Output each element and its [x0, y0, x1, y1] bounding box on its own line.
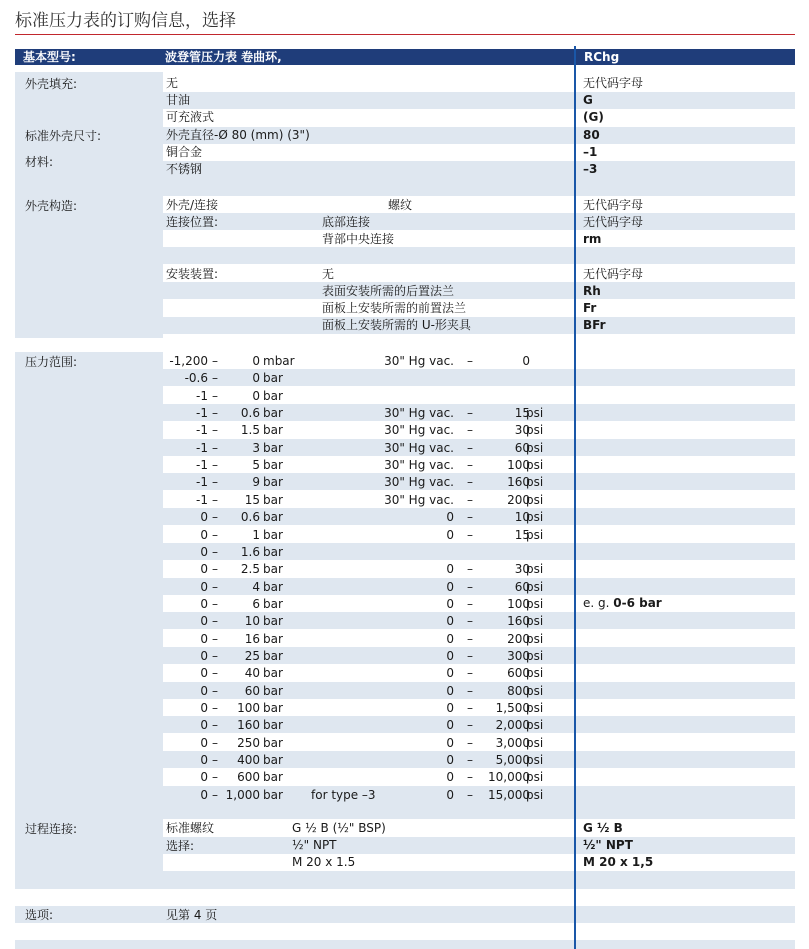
- pressure-unit: bar: [263, 579, 283, 594]
- pressure-range-example: [583, 596, 662, 611]
- pressure-unit: bar: [263, 735, 283, 750]
- band-options: [15, 906, 795, 923]
- mounting-option: 表面安装所需的后置法兰: [322, 284, 455, 298]
- pressure-dash2: –: [467, 666, 473, 681]
- pressure-unit: bar: [263, 562, 283, 577]
- pressure-from: 0: [200, 753, 208, 768]
- pressure-iunit: psi: [526, 648, 544, 663]
- pressure-to: 160: [237, 718, 260, 733]
- header-code: RChg: [584, 50, 620, 64]
- pressure-iunit: psi: [526, 787, 544, 802]
- example-code: 0-6 bar: [613, 596, 662, 610]
- pressure-ifrom: 0: [446, 631, 454, 646]
- pressure-unit: bar: [263, 631, 283, 646]
- pressure-dash1: –: [212, 701, 218, 715]
- pressure-to: 100: [237, 701, 260, 715]
- pressure-ito: 200: [507, 631, 530, 646]
- pressure-ito: 15: [514, 527, 530, 542]
- pressure-note: for type –3: [311, 787, 376, 802]
- pressure-ito: 160: [507, 475, 530, 490]
- pressure-iunit: psi: [526, 406, 544, 421]
- pressure-unit: bar: [263, 388, 283, 403]
- pressure-ito: 10,000: [488, 770, 530, 785]
- pressure-from: 0: [200, 579, 208, 594]
- band-construction-1: [163, 213, 795, 230]
- pressure-dash1: –: [212, 527, 218, 542]
- pressure-dash1: –: [212, 458, 218, 473]
- case-size-code: 80: [583, 128, 600, 142]
- case-fill-label: 外壳填充:: [25, 77, 78, 91]
- pressure-unit: bar: [263, 614, 283, 629]
- band-footer: [15, 940, 795, 949]
- pressure-iunit: psi: [526, 562, 544, 577]
- pressure-dash1: –: [212, 614, 218, 629]
- pressure-ito: 0: [522, 354, 530, 368]
- pressure-from: -1: [196, 423, 208, 438]
- pressure-dash2: –: [467, 440, 473, 455]
- pressure-to: 0.6: [240, 510, 260, 525]
- pressure-unit: bar: [263, 492, 283, 507]
- pressure-dash2: –: [467, 701, 473, 715]
- pressure-ifrom: 30" Hg vac.: [384, 492, 454, 507]
- pressure-to: 1.6: [240, 544, 260, 559]
- pressure-ifrom: 0: [446, 753, 454, 768]
- pressure-to: 16: [244, 631, 260, 646]
- pressure-ito: 15: [514, 406, 530, 421]
- pressure-from: 0: [200, 614, 208, 629]
- case-connection-value: 螺纹: [388, 198, 413, 212]
- pressure-dash1: –: [212, 510, 218, 525]
- band-process-2: [163, 871, 795, 889]
- pressure-to: 60: [244, 683, 260, 698]
- pressure-iunit: psi: [526, 440, 544, 455]
- pressure-ifrom: 0: [446, 666, 454, 681]
- pressure-ito: 60: [514, 440, 530, 455]
- pressure-unit: mbar: [263, 354, 295, 368]
- connection-position-option: 底部连接: [322, 215, 371, 229]
- pressure-ito: 30: [514, 562, 530, 577]
- pressure-ifrom: 30" Hg vac.: [384, 423, 454, 438]
- pressure-to: 3: [252, 440, 260, 455]
- pressure-from: 0: [200, 666, 208, 681]
- process-option-code: ½" NPT: [583, 838, 633, 852]
- pressure-from: -1: [196, 492, 208, 507]
- pressure-to: 6: [252, 596, 260, 611]
- pressure-ifrom: 0: [446, 579, 454, 594]
- material-code: –1: [583, 145, 598, 159]
- material-code: –3: [583, 162, 598, 176]
- pressure-to: 9: [252, 475, 260, 490]
- case-fill-code: G: [583, 93, 593, 107]
- pressure-unit: bar: [263, 440, 283, 455]
- pressure-dash1: –: [212, 354, 218, 368]
- pressure-from: 0: [200, 683, 208, 698]
- case-construction-label: 外壳构造:: [25, 199, 78, 213]
- process-connection-label: 过程连接:: [25, 822, 78, 836]
- pressure-from: -0.6: [184, 371, 208, 386]
- header-bar: [15, 49, 795, 65]
- connection-position-code: 无代码字母: [583, 215, 644, 229]
- mounting-label: 安装装置:: [166, 267, 219, 281]
- band-construction-4: [163, 317, 795, 334]
- pressure-ifrom: 30" Hg vac.: [384, 475, 454, 490]
- pressure-dash1: –: [212, 735, 218, 750]
- pressure-from: 0: [200, 648, 208, 663]
- pressure-from: 0: [200, 544, 208, 559]
- pressure-ifrom: 0: [446, 614, 454, 629]
- band-process-1: [163, 837, 795, 854]
- mounting-code: 无代码字母: [583, 267, 644, 281]
- mounting-code: BFr: [583, 318, 606, 332]
- pressure-ifrom: 0: [446, 596, 454, 611]
- pressure-from: 0: [200, 527, 208, 542]
- band-material: [163, 161, 795, 178]
- pressure-unit: bar: [263, 544, 283, 559]
- pressure-from: 0: [200, 510, 208, 525]
- case-size-label: 标准外壳尺寸:: [25, 129, 102, 143]
- case-fill-option: 无: [166, 76, 179, 90]
- connection-position-code: rm: [583, 232, 602, 246]
- band-case-end: [163, 178, 795, 196]
- pressure-to: 1.5: [240, 423, 260, 438]
- pressure-ito: 15,000: [488, 787, 530, 802]
- case-fill-option: 可充液式: [166, 110, 215, 124]
- pressure-ifrom: 30" Hg vac.: [384, 354, 454, 368]
- process-option-label: 选择:: [166, 839, 195, 853]
- case-fill-code: 无代码字母: [583, 76, 644, 90]
- pressure-from: -1: [196, 458, 208, 473]
- pressure-iunit: psi: [526, 735, 544, 750]
- material-option: 不锈钢: [166, 162, 203, 176]
- options-label: 选项:: [25, 908, 54, 922]
- pressure-unit: bar: [263, 371, 283, 386]
- pressure-dash2: –: [467, 770, 473, 785]
- pressure-dash1: –: [212, 475, 218, 490]
- pressure-iunit: psi: [526, 596, 544, 611]
- pressure-to: 0.6: [240, 406, 260, 421]
- pressure-dash1: –: [212, 787, 218, 802]
- pressure-dash2: –: [467, 718, 473, 733]
- pressure-to: 1,000: [225, 787, 260, 802]
- example-prefix: e. g.: [583, 596, 614, 610]
- pressure-iunit: psi: [526, 770, 544, 785]
- process-option-code: M 20 x 1,5: [583, 855, 654, 869]
- pressure-from: -1,200: [169, 354, 208, 368]
- pressure-from: -1: [196, 475, 208, 490]
- pressure-iunit: psi: [526, 423, 544, 438]
- pressure-dash1: –: [212, 579, 218, 594]
- pressure-ito: 200: [507, 492, 530, 507]
- pressure-iunit: psi: [526, 475, 544, 490]
- pressure-to: 0: [252, 388, 260, 403]
- pressure-dash2: –: [467, 475, 473, 490]
- pressure-to: 0: [252, 371, 260, 386]
- pressure-dash1: –: [212, 492, 218, 507]
- band-left-construction: [15, 196, 163, 338]
- connection-position-option: 背部中央连接: [322, 232, 395, 246]
- pressure-unit: bar: [263, 648, 283, 663]
- pressure-dash1: –: [212, 388, 218, 403]
- pressure-iunit: psi: [526, 683, 544, 698]
- mounting-option: 面板上安装所需的 U-形夹具: [322, 318, 471, 332]
- pressure-from: 0: [200, 787, 208, 802]
- pressure-from: 0: [200, 701, 208, 715]
- pressure-dash1: –: [212, 596, 218, 611]
- standard-thread-label: 标准螺纹: [166, 821, 215, 835]
- pressure-dash2: –: [467, 354, 473, 368]
- pressure-iunit: psi: [526, 527, 544, 542]
- pressure-unit: bar: [263, 701, 283, 715]
- band-construction-3: [163, 282, 795, 299]
- pressure-dash2: –: [467, 510, 473, 525]
- pressure-dash2: –: [467, 406, 473, 421]
- pressure-unit: bar: [263, 527, 283, 542]
- pressure-from: 0: [200, 718, 208, 733]
- pressure-ito: 600: [507, 666, 530, 681]
- case-connection-code: 无代码字母: [583, 198, 644, 212]
- pressure-dash1: –: [212, 423, 218, 438]
- pressure-ifrom: 0: [446, 527, 454, 542]
- pressure-ifrom: 30" Hg vac.: [384, 440, 454, 455]
- pressure-dash1: –: [212, 770, 218, 785]
- pressure-unit: bar: [263, 475, 283, 490]
- pressure-ifrom: 0: [446, 648, 454, 663]
- pressure-from: 0: [200, 596, 208, 611]
- pressure-dash2: –: [467, 753, 473, 768]
- pressure-ifrom: 0: [446, 770, 454, 785]
- pressure-ifrom: 0: [446, 735, 454, 750]
- pressure-ifrom: 0: [446, 562, 454, 577]
- pressure-dash2: –: [467, 787, 473, 802]
- band-left-pressure: [15, 352, 163, 819]
- pressure-dash2: –: [467, 683, 473, 698]
- process-option: M 20 x 1.5: [292, 855, 356, 869]
- pressure-dash1: –: [212, 718, 218, 733]
- pressure-iunit: psi: [526, 701, 544, 715]
- pressure-to: 600: [237, 770, 260, 785]
- connection-position-label: 连接位置:: [166, 215, 219, 229]
- header-description: 波登管压力表 卷曲环,: [165, 50, 282, 64]
- pressure-unit: bar: [263, 666, 283, 681]
- material-label: 材料:: [25, 155, 54, 169]
- pressure-dash1: –: [212, 440, 218, 455]
- pressure-ifrom: 0: [446, 787, 454, 802]
- pressure-ifrom: 30" Hg vac.: [384, 458, 454, 473]
- pressure-from: -1: [196, 388, 208, 403]
- pressure-dash1: –: [212, 371, 218, 386]
- pressure-unit: bar: [263, 596, 283, 611]
- pressure-unit: bar: [263, 406, 283, 421]
- pressure-to: 15: [244, 492, 260, 507]
- mounting-code: Fr: [583, 301, 597, 315]
- mounting-option: 面板上安装所需的前置法兰: [322, 301, 467, 315]
- standard-thread-value: G ½ B (½" BSP): [292, 821, 386, 835]
- band-construction-2: [163, 247, 795, 264]
- pressure-dash2: –: [467, 596, 473, 611]
- band-pressure-end: [163, 802, 795, 819]
- pressure-unit: bar: [263, 770, 283, 785]
- pressure-to: 1: [252, 527, 260, 542]
- pressure-unit: bar: [263, 753, 283, 768]
- pressure-iunit: psi: [526, 666, 544, 681]
- pressure-iunit: psi: [526, 718, 544, 733]
- pressure-ito: 100: [507, 458, 530, 473]
- pressure-ito: 800: [507, 683, 530, 698]
- pressure-ito: 30: [514, 423, 530, 438]
- pressure-dash1: –: [212, 562, 218, 577]
- pressure-unit: bar: [263, 423, 283, 438]
- pressure-iunit: psi: [526, 753, 544, 768]
- pressure-iunit: psi: [526, 458, 544, 473]
- pressure-ito: 10: [514, 510, 530, 525]
- pressure-to: 40: [244, 666, 260, 681]
- pressure-iunit: psi: [526, 579, 544, 594]
- pressure-unit: bar: [263, 718, 283, 733]
- pressure-dash1: –: [212, 631, 218, 646]
- pressure-to: 2.5: [240, 562, 260, 577]
- pressure-ifrom: 0: [446, 510, 454, 525]
- pressure-to: 250: [237, 735, 260, 750]
- pressure-dash1: –: [212, 753, 218, 768]
- pressure-range-label: 压力范围:: [25, 355, 78, 369]
- mounting-option: 无: [322, 267, 335, 281]
- pressure-ifrom: 30" Hg vac.: [384, 406, 454, 421]
- pressure-from: -1: [196, 440, 208, 455]
- case-connection-label: 外壳/连接: [166, 198, 219, 212]
- case-fill-code: (G): [583, 110, 604, 124]
- pressure-dash1: –: [212, 406, 218, 421]
- pressure-ito: 1,500: [495, 701, 530, 715]
- pressure-dash2: –: [467, 648, 473, 663]
- pressure-ito: 60: [514, 579, 530, 594]
- pressure-to: 0: [252, 354, 260, 368]
- title-rule: [15, 34, 795, 35]
- pressure-iunit: psi: [526, 614, 544, 629]
- pressure-dash2: –: [467, 527, 473, 542]
- pressure-dash2: –: [467, 458, 473, 473]
- header-label: 基本型号:: [23, 50, 76, 64]
- pressure-unit: bar: [263, 787, 283, 802]
- pressure-dash2: –: [467, 614, 473, 629]
- mounting-code: Rh: [583, 284, 601, 298]
- pressure-unit: bar: [263, 683, 283, 698]
- pressure-from: 0: [200, 562, 208, 577]
- pressure-dash1: –: [212, 544, 218, 559]
- pressure-dash2: –: [467, 423, 473, 438]
- pressure-ito: 300: [507, 648, 530, 663]
- process-option: ½" NPT: [292, 838, 337, 852]
- pressure-ito: 2,000: [495, 718, 530, 733]
- pressure-from: 0: [200, 631, 208, 646]
- pressure-iunit: psi: [526, 631, 544, 646]
- standard-thread-code: G ½ B: [583, 821, 623, 835]
- pressure-ito: 3,000: [495, 735, 530, 750]
- pressure-ito: 160: [507, 614, 530, 629]
- code-column-divider: [574, 46, 576, 949]
- material-option: 铜合金: [166, 145, 203, 159]
- options-value: 见第 4 页: [166, 908, 218, 922]
- pressure-ifrom: 0: [446, 718, 454, 733]
- pressure-from: 0: [200, 735, 208, 750]
- pressure-ito: 100: [507, 596, 530, 611]
- pressure-from: 0: [200, 770, 208, 785]
- pressure-dash2: –: [467, 631, 473, 646]
- pressure-to: 4: [252, 579, 260, 594]
- band-fill-1: [163, 92, 795, 109]
- pressure-unit: bar: [263, 510, 283, 525]
- pressure-dash1: –: [212, 666, 218, 681]
- pressure-to: 25: [244, 648, 260, 663]
- pressure-to: 10: [244, 614, 260, 629]
- pressure-iunit: psi: [526, 492, 544, 507]
- pressure-from: -1: [196, 406, 208, 421]
- case-fill-option: 甘油: [166, 93, 191, 107]
- pressure-iunit: psi: [526, 510, 544, 525]
- pressure-to: 5: [252, 458, 260, 473]
- pressure-dash1: –: [212, 648, 218, 663]
- pressure-ifrom: 0: [446, 701, 454, 715]
- pressure-dash2: –: [467, 492, 473, 507]
- pressure-ito: 5,000: [495, 753, 530, 768]
- pressure-dash2: –: [467, 735, 473, 750]
- case-size-value: 外壳直径-Ø 80 (mm) (3"): [166, 128, 310, 142]
- pressure-dash1: –: [212, 683, 218, 698]
- pressure-ifrom: 0: [446, 683, 454, 698]
- pressure-dash2: –: [467, 562, 473, 577]
- pressure-dash2: –: [467, 579, 473, 594]
- pressure-to: 400: [237, 753, 260, 768]
- pressure-unit: bar: [263, 458, 283, 473]
- page-title: 标准压力表的订购信息，选择: [15, 11, 236, 31]
